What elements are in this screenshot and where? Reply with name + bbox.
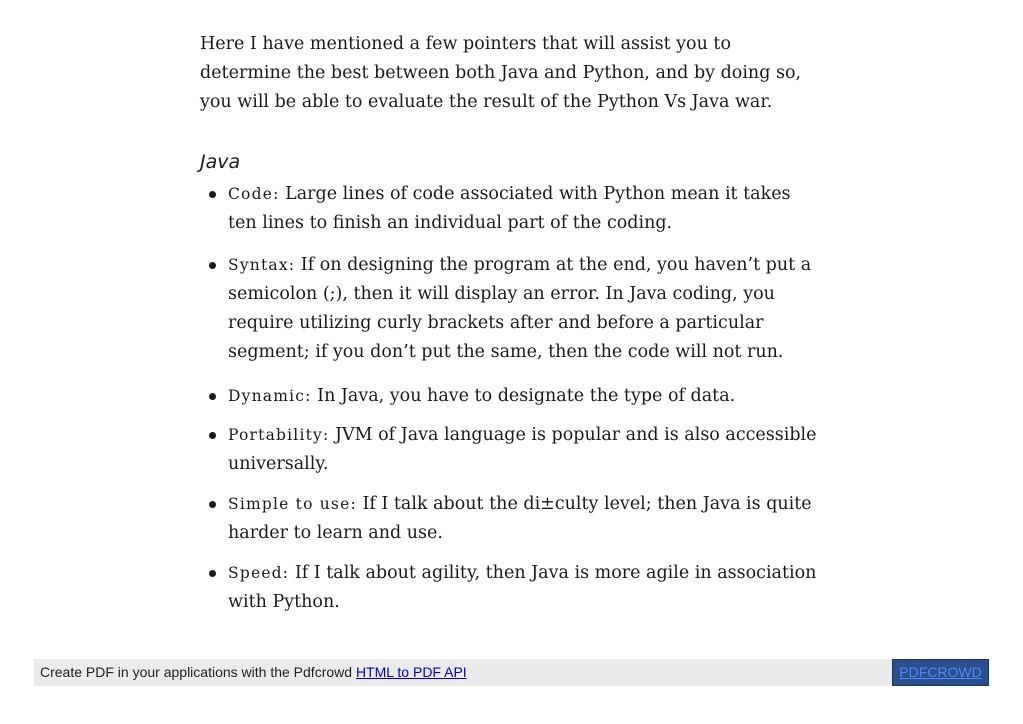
list-item-dynamic	[200, 382, 820, 411]
pdfcrowd-badge-link[interactable]: PDFCROWD	[892, 659, 989, 686]
bullet-icon	[209, 393, 216, 400]
list-item-syntax	[200, 251, 820, 367]
footer-message: Create PDF in your applications with the Pdfcrowd	[40, 664, 353, 680]
article	[200, 30, 820, 612]
item-term: Dynamic:	[228, 387, 312, 405]
pdfcrowd-footer	[34, 659, 989, 686]
item-term: Syntax:	[228, 256, 296, 274]
bullet-icon	[209, 570, 216, 577]
item-term: Speed:	[228, 564, 290, 582]
footer-text	[40, 664, 467, 680]
list-item-simple-to-use	[200, 490, 820, 548]
item-text: In Java, you have to designate the type of data.	[317, 386, 736, 406]
section-heading-java: Java	[200, 151, 241, 173]
item-text: Large lines of code associated with Python mean it takes ten lines to finish an individual part of the coding.	[228, 184, 791, 233]
item-text: JVM of Java language is popular and is also accessible universally.	[228, 425, 817, 474]
html-to-pdf-api-link[interactable]: HTML to PDF API	[355, 664, 467, 680]
item-text: If I talk about agility, then Java is more agile in association with Python.	[228, 563, 817, 612]
item-term: Simple to use:	[228, 495, 357, 513]
list-item-portability	[200, 421, 820, 479]
bullet-icon	[209, 432, 216, 439]
intro-paragraph: Here I have mentioned a few pointers that will assist you to determine the best between both Java and Python, and by doing so, you will be able to evaluate the result of the Python Vs Java war.	[200, 34, 802, 112]
bullet-icon	[209, 191, 216, 198]
list-item-speed	[200, 559, 820, 617]
bullet-icon	[209, 501, 216, 508]
item-term: Portability:	[228, 426, 330, 444]
list-item-code	[200, 180, 820, 238]
bullet-icon	[209, 262, 216, 269]
item-text: If I talk about the di±culty level; then Java is quite harder to learn and use.	[228, 494, 812, 543]
item-term: Code:	[228, 185, 280, 203]
item-text: If on designing the program at the end, you haven’t put a semicolon (;), then it will display an error. In Java coding, you require utilizing curly brackets after and before a particular segment; if you don’t put the same, then the code will not run.	[228, 255, 812, 362]
